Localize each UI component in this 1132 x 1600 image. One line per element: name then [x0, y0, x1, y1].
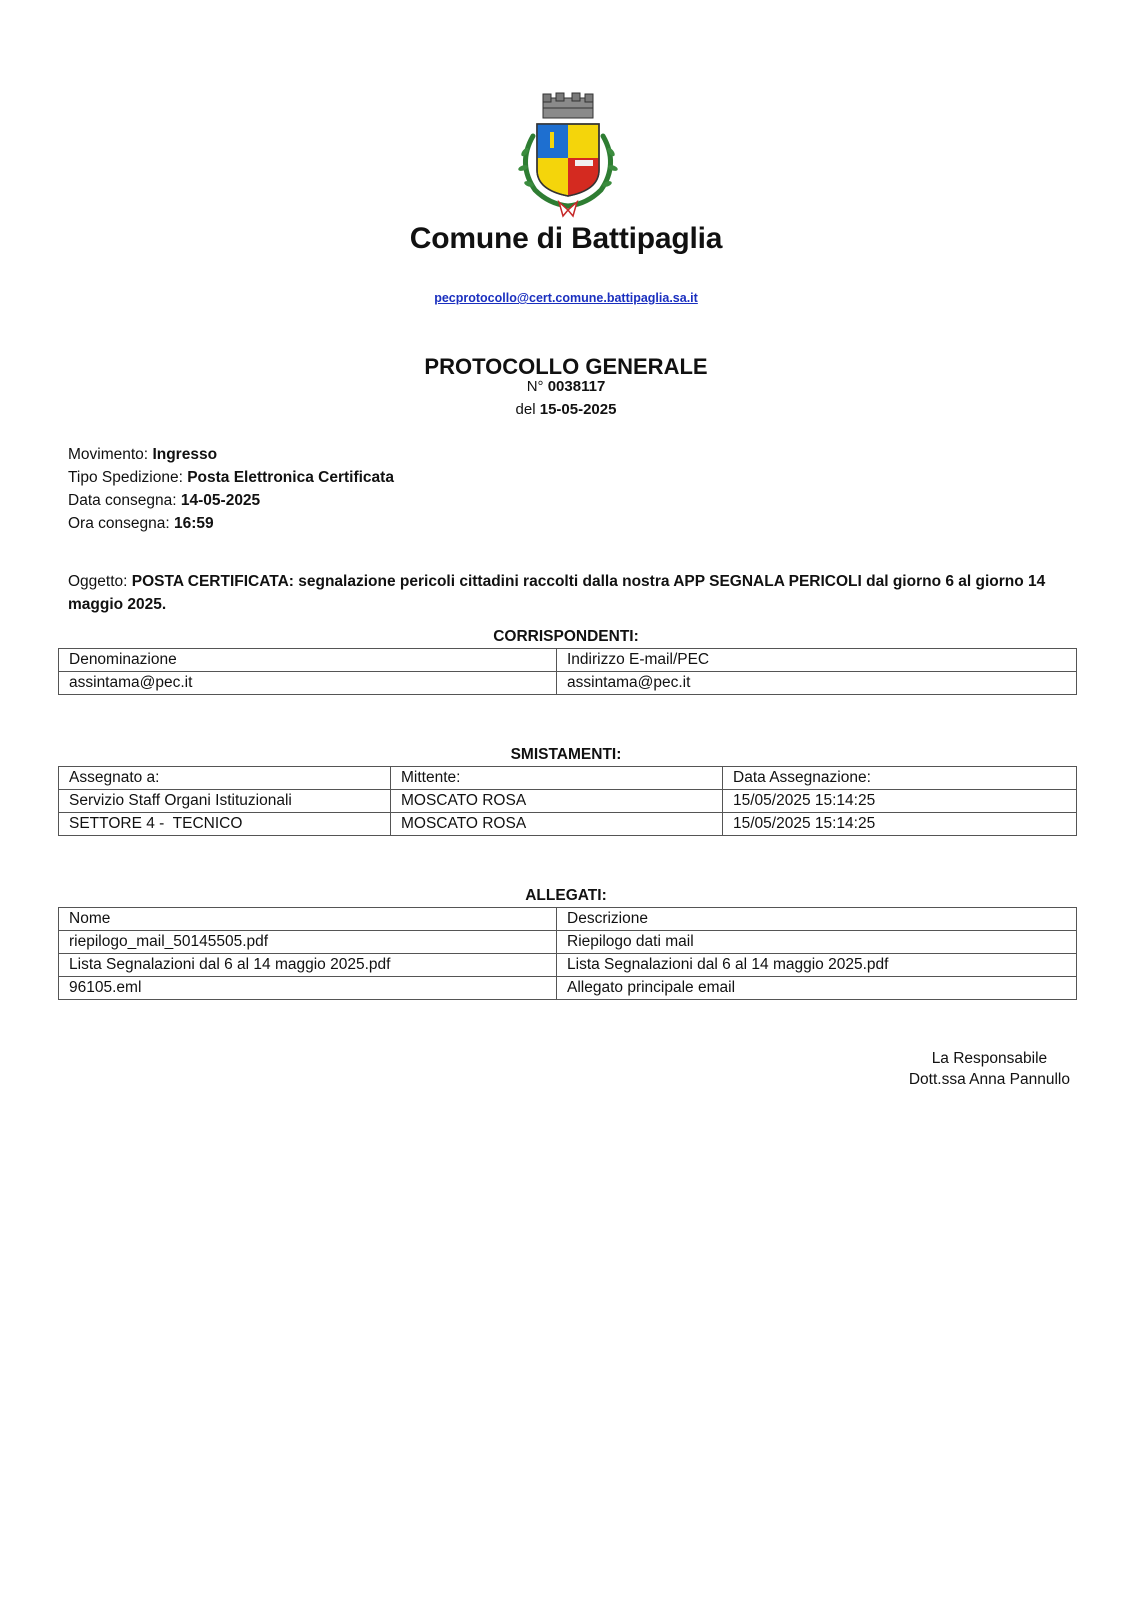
protocollo-data [0, 401, 1132, 418]
table-cell: 15/05/2025 15:14:25 [723, 813, 1077, 836]
numero-value: 0038117 [547, 378, 606, 395]
table-cell: 96105.eml [59, 977, 557, 1000]
coat-of-arms-logo [513, 92, 623, 220]
table-cell: 15/05/2025 15:14:25 [723, 790, 1077, 813]
page-title: Comune di Battipaglia [409, 222, 723, 255]
info-label: Ora consegna: [68, 515, 170, 532]
corrispondenti-title: CORRISPONDENTI: [493, 628, 639, 645]
firma-nome: Dott.ssa Anna Pannullo [908, 1071, 1070, 1088]
table-header-cell: Denominazione [59, 649, 557, 672]
info-tipo-spedizione [68, 469, 394, 487]
table-header-cell: Descrizione [557, 908, 1077, 931]
allegati-title: ALLEGATI: [525, 887, 607, 904]
table-row [59, 954, 1077, 977]
smistamenti-title: SMISTAMENTI: [510, 746, 622, 763]
table-header-row [59, 649, 1077, 672]
info-value: Posta Elettronica Certificata [187, 469, 394, 486]
info-label: Movimento: [68, 446, 149, 463]
info-data-consegna [68, 492, 260, 510]
table-cell: assintama@pec.it [59, 672, 557, 695]
table-cell: riepilogo_mail_50145505.pdf [59, 931, 557, 954]
table-header-cell: Nome [59, 908, 557, 931]
data-label: del [515, 401, 536, 418]
table-cell: Riepilogo dati mail [557, 931, 1077, 954]
oggetto [68, 570, 1068, 616]
table-row [59, 931, 1077, 954]
firma-ruolo: La Responsabile [931, 1050, 1048, 1067]
info-label: Tipo Spedizione: [68, 469, 183, 486]
pec-email-link[interactable]: pecprotocollo@cert.comune.battipaglia.sa.it [434, 291, 698, 305]
protocollo-numero [0, 378, 1132, 395]
numero-label: N° [526, 378, 544, 395]
table-cell: MOSCATO ROSA [391, 813, 723, 836]
info-ora-consegna [68, 515, 214, 533]
table-cell: Lista Segnalazioni dal 6 al 14 maggio 2025.pdf [557, 954, 1077, 977]
table-header-cell: Mittente: [391, 767, 723, 790]
table-header-row [59, 767, 1077, 790]
protocollo-heading: PROTOCOLLO GENERALE [424, 354, 708, 379]
info-value: Ingresso [152, 446, 218, 463]
table-cell: Allegato principale email [557, 977, 1077, 1000]
oggetto-value: POSTA CERTIFICATA: segnalazione pericoli cittadini raccolti dalla nostra APP SEGNALA PERICOLI dal giorno 6 al giorno 14 maggio 2025. [68, 573, 1046, 613]
smistamenti-table [58, 766, 1077, 836]
firma [909, 1050, 1070, 1089]
table-row [59, 672, 1077, 695]
pec-email [0, 291, 1132, 305]
table-header-cell: Data Assegnazione: [723, 767, 1077, 790]
table-cell: Servizio Staff Organi Istituzionali [59, 790, 391, 813]
info-value: 16:59 [174, 515, 214, 532]
table-row [59, 813, 1077, 836]
table-header-row [59, 908, 1077, 931]
table-cell: assintama@pec.it [557, 672, 1077, 695]
info-value: 14-05-2025 [180, 492, 261, 509]
info-label: Data consegna: [68, 492, 177, 509]
table-cell: MOSCATO ROSA [391, 790, 723, 813]
oggetto-label: Oggetto: [68, 573, 128, 590]
table-header-cell: Assegnato a: [59, 767, 391, 790]
table-row [59, 977, 1077, 1000]
table-row [59, 790, 1077, 813]
table-cell: Lista Segnalazioni dal 6 al 14 maggio 2025.pdf [59, 954, 557, 977]
allegati-table [58, 907, 1077, 1000]
data-value: 15-05-2025 [539, 401, 617, 418]
info-movimento [68, 446, 217, 464]
table-cell: SETTORE 4 - TECNICO [59, 813, 391, 836]
corrispondenti-table [58, 648, 1077, 695]
table-header-cell: Indirizzo E-mail/PEC [557, 649, 1077, 672]
